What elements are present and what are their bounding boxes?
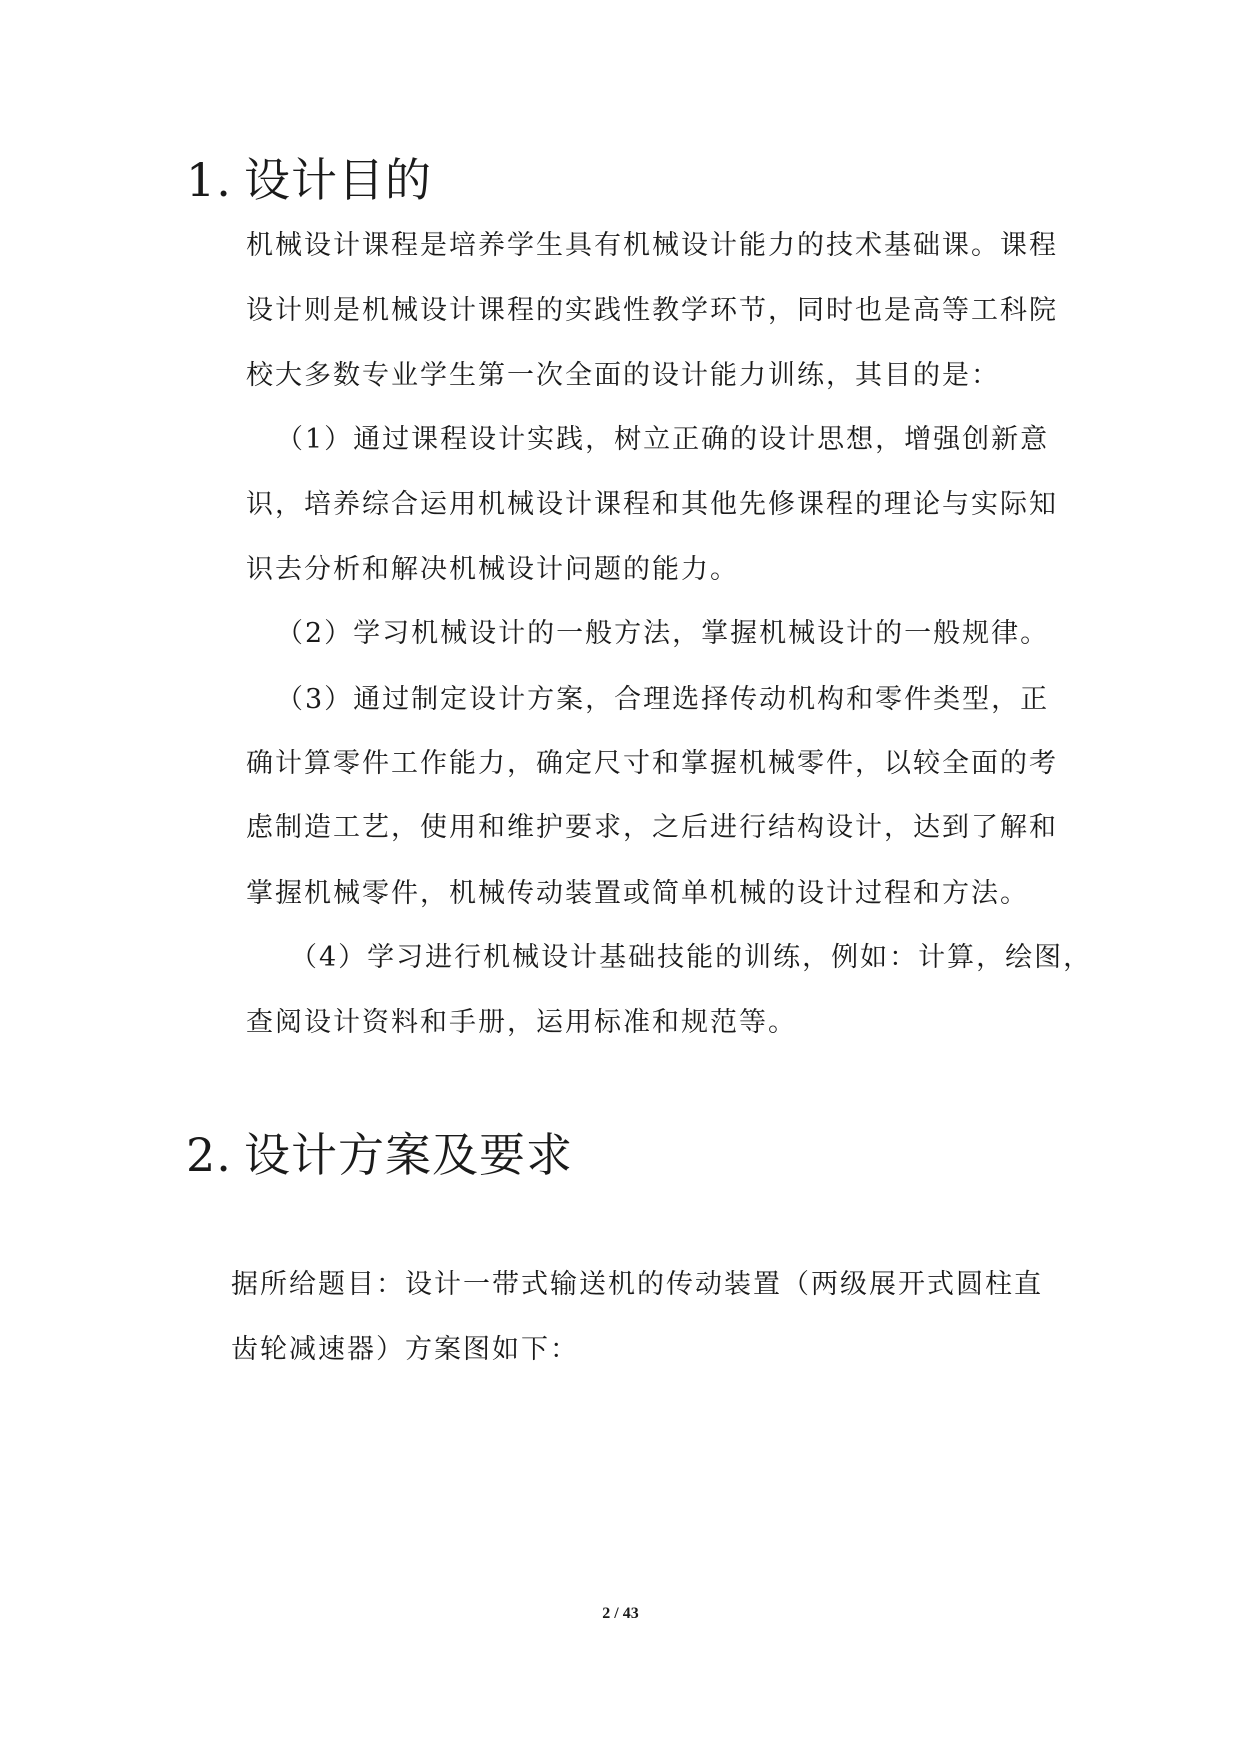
paragraph-line: 齿轮减速器）方案图如下： [231,1334,579,1365]
paragraph-line: 虑制造工艺，使用和维护要求，之后进行结构设计，达到了解和 [246,812,1058,843]
paragraph-line: 校大多数专业学生第一次全面的设计能力训练，其目的是： [246,360,1000,391]
section-2-title: 设计方案及要求 [244,1128,573,1182]
paragraph-line: （1）通过课程设计实践，树立正确的设计思想，增强创新意 [276,424,1050,455]
page-number: 2 / 43 [602,1605,639,1622]
paragraph-line: 掌握机械零件，机械传动装置或简单机械的设计过程和方法。 [246,878,1029,909]
paragraph-line: （3）通过制定设计方案，合理选择传动机构和零件类型，正 [276,684,1050,715]
section-2-heading [186,1127,573,1183]
paragraph-line: 确计算零件工作能力，确定尺寸和掌握机械零件，以较全面的考 [246,748,1058,779]
section-2-number: 2. [186,1128,232,1182]
paragraph-line: （4）学习进行机械设计基础技能的训练，例如：计算，绘图， [290,942,1093,973]
paragraph-line: 据所给题目：设计一带式输送机的传动装置（两级展开式圆柱直 [231,1269,1043,1300]
paragraph-line: 机械设计课程是培养学生具有机械设计能力的技术基础课。课程 [246,230,1058,261]
paragraph-line: 查阅设计资料和手册，运用标准和规范等。 [246,1007,797,1038]
section-1-heading [186,152,432,208]
paragraph-line: 识去分析和解决机械设计问题的能力。 [246,554,739,585]
paragraph-line: 设计则是机械设计课程的实践性教学环节，同时也是高等工科院 [246,295,1058,326]
paragraph-line: 识，培养综合运用机械设计课程和其他先修课程的理论与实际知 [246,489,1058,520]
section-1-number: 1. [186,153,232,207]
paragraph-line: （2）学习机械设计的一般方法，掌握机械设计的一般规律。 [276,618,1050,649]
section-1-title: 设计目的 [244,153,432,207]
